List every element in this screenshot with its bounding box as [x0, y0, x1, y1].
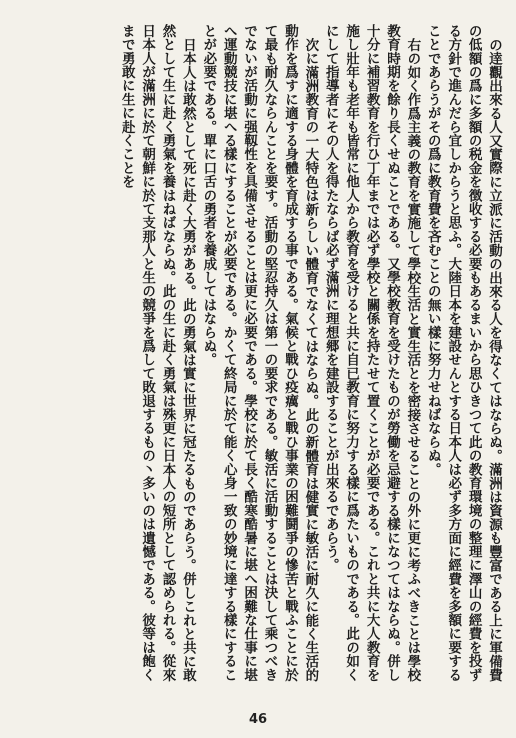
paragraph-1: の逹觀出來る人又實際に立派に活動の出來る人を得なくてはならぬ。滿洲は資源も豐富である上に軍備費の低額の爲に多額の税金を徴收する必要もあるまいから思ひきつて此の教育環境の整理に澤山の經費を投ずる方針で進んだら宜しからうと思ふ。大陸日本を建設せんとする日本人は必ず多方面に經費を多額に要することであらうがその爲に教育費を吝むことの無い樣に努力せねばならぬ。	[424, 24, 502, 682]
vertical-text-body	[14, 24, 504, 692]
page-number: 46	[248, 712, 268, 727]
paragraph-4: 日本人は敢然として死に赴く大勇がある。此の勇氣は實に世界に冠たるものであらう。併しこれと共に敢然として生に赴く勇氣を養はねばならぬ。此の生に赴く勇氣は殊更に日本人の短所として認められる。從來日本人が滿洲に於て朝鮮に於て支那人と生の競爭を爲して敗退するもの丶多いのは遺憾である。彼等は飽くまで勇敢に生に赴くことを	[118, 24, 196, 682]
paragraph-3: 次に滿洲教育の一大特色は新らしい體育でなくてはならぬ。此の新體育は健實に敏活に耐久に能く生活的動作を爲すに適する身體を育成する事である。氣候と戰ひ疫癘と戰ひ事業の困難鬪爭の慘苦と戰ふことに於て最も耐久ならんことを要す。活動の堅忍持久は第一の要求である。敏活に活動することは決して乘つべきでないが活動に强靱性を具備させることは更に必要である。學校に於て長く酷寒酷暑に堪へ困難な仕事に堪へ運動競技に堪へる樣にすることが必要である。かくて終局に於て能く心身一致の妙境に達する樣にすることが必要である。單に口舌の勇者を養成してはならぬ。	[200, 24, 319, 682]
paragraph-2: 右の如く作爲主義の教育を實施して學校生活と實生活とを密接させることの外に更に考ふべきことは學校教育時期を餘り長くせぬことである。又學校教育を受けたものが勞働を忌避する樣になつてはならぬ。併し十分に補習教育を行ひ丁年までは必ず學校と關係を持たせて置くことが必要である。これと共に大人教育を施し壯年も老年も皆常に他人から教育を受けると共に自已教育に努力する樣に爲たいものである。此の如くにして指導者にその人を得たならば必ず滿洲に理想郷を建設することが出來るであらう。	[322, 24, 421, 682]
